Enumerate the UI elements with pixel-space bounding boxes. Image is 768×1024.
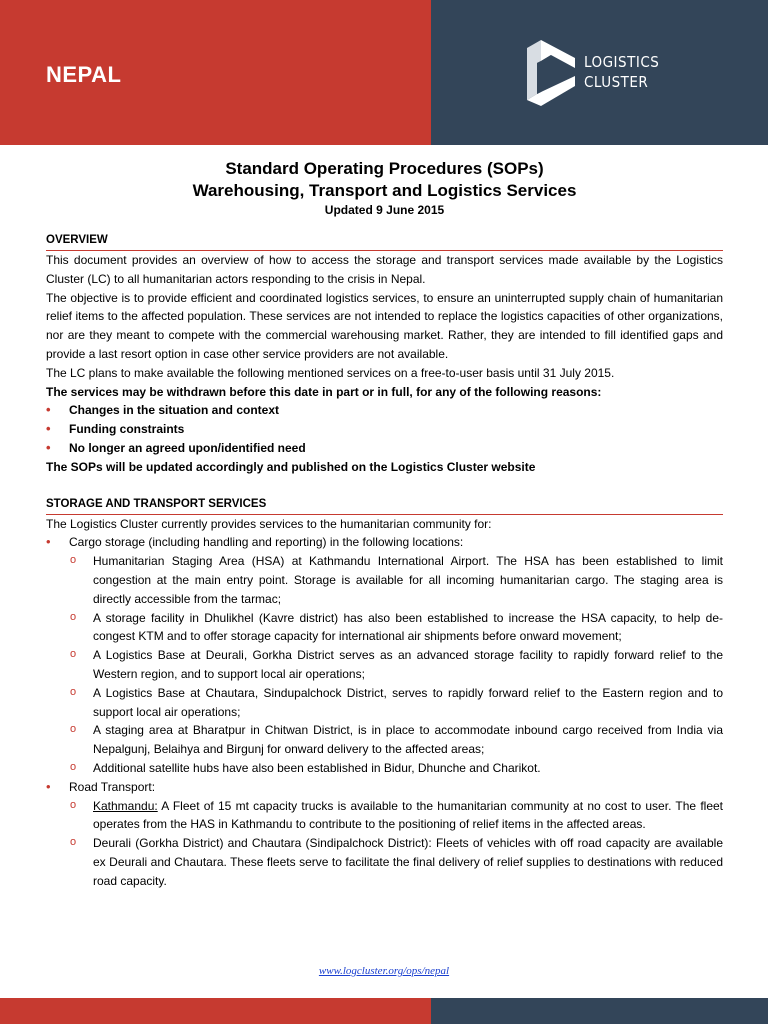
updated-date: Updated 9 June 2015 <box>324 203 445 217</box>
website-link[interactable]: www.logcluster.org/ops/nepal <box>318 965 450 977</box>
road-transport-label: Road Transport: <box>69 779 156 794</box>
deurali-text: Gorkha District) and Chautara (Sindipalchock District): Fleets of vehicles with off road capacity are available ex Deurali and Chautara. These fleets serve to facilitate the final delivery of relief supplies to destinations with reduced road capacity. <box>93 836 723 888</box>
header-red-panel <box>0 0 431 145</box>
overview-paragraph-2: The objective is to provide efficient and coordinated logistics services, to ensure an uninterrupted supply chain of humanitarian relief items to the affected population. These services are not intended to replace the logistics capacities of other organizations, nor are they meant to compete with the commercial warehousing market. Rather, they are intended to fill identified gaps and provide a last resort option in case other service providers are not available. <box>46 290 723 361</box>
road-transport-item <box>46 778 723 891</box>
cargo-storage-item <box>46 533 723 777</box>
overview-paragraph-3: The LC plans to make available the following mentioned services on a free-to-user basis until 31 July 2015. <box>46 365 615 380</box>
list-item: o Additional satellite hubs have also been established in Bidur, Dhunche and Charikot. <box>69 759 723 778</box>
footer-navy-bar <box>431 998 768 1024</box>
overview-heading: OVERVIEW <box>46 232 723 251</box>
logo-wordmark <box>584 52 659 92</box>
deurali-label: Deurali ( <box>93 836 140 851</box>
list-item: • Funding constraints <box>46 420 723 439</box>
storage-heading: STORAGE AND TRANSPORT SERVICES <box>46 496 723 515</box>
overview-paragraph-1: This document provides an overview of how to access the storage and transport services made available by the Logistics Cluster (LC) to all humanitarian actors responding to the crisis in Nepal. <box>46 253 723 286</box>
kathmandu-text: A Fleet of 15 mt capacity trucks is available to the humanitarian community at no cost to user. The fleet operates from the HAS in Kathmandu to contribute to the positioning of relief items in the affected areas. <box>93 798 723 832</box>
logo-line-2: CLUSTER <box>584 73 649 91</box>
list-item <box>69 797 723 835</box>
list-item <box>69 834 723 890</box>
list-item: o A staging area at Bharatpur in Chitwan District, is in place to accommodate inbound cargo received from India via Nepalgunj, Belaihya and Birgunj for onward delivery to the affected areas; <box>69 721 723 759</box>
list-item: o A Logistics Base at Chautara, Sindupalchock District, serves to rapidly forward relief to the Eastern region and to support local air operations; <box>69 684 723 722</box>
document-title-line-1: Standard Operating Procedures (SOPs) <box>225 159 544 178</box>
footer-red-bar <box>0 998 431 1024</box>
storage-locations-list <box>69 552 723 778</box>
overview-paragraph-4: The services may be withdrawn before this date in part or in full, for any of the following reasons: <box>46 384 602 399</box>
document-body <box>46 158 723 891</box>
list-item: • No longer an agreed upon/identified need <box>46 439 723 458</box>
road-transport-list <box>69 797 723 891</box>
list-item: o A storage facility in Dhulikhel (Kavre district) has also been established to increase the HSA capacity, to help de-congest KTM and to offer storage capacity for international air shipments before onward movement; <box>69 609 723 647</box>
logo-line-1: LOGISTICS <box>584 53 660 71</box>
withdrawal-reasons-list <box>46 401 723 457</box>
list-item: o A Logistics Base at Deurali, Gorkha District serves as an advanced storage facility to rapidly forward relief to the Western region, and to support local air operations; <box>69 646 723 684</box>
logistics-cluster-logo-icon <box>527 40 575 106</box>
country-label: NEPAL <box>46 62 122 87</box>
overview-paragraph-5: The SOPs will be updated accordingly and published on the Logistics Cluster website <box>46 459 536 474</box>
cargo-storage-label: Cargo storage (including handling and reporting) in the following locations: <box>69 535 464 550</box>
kathmandu-label: Kathmandu: <box>93 798 158 813</box>
list-item: o Humanitarian Staging Area (HSA) at Kathmandu International Airport. The HSA has been established to limit congestion at the main entry point. Storage is available for all incoming humanitarian cargo. The staging area is directly accessible from the tarmac; <box>69 552 723 608</box>
list-item: • Changes in the situation and context <box>46 401 723 420</box>
storage-intro: The Logistics Cluster currently provides services to the humanitarian community for: <box>46 516 492 531</box>
document-title-line-2: Warehousing, Transport and Logistics Services <box>192 181 577 200</box>
services-list <box>46 533 723 890</box>
page-header <box>0 0 768 145</box>
